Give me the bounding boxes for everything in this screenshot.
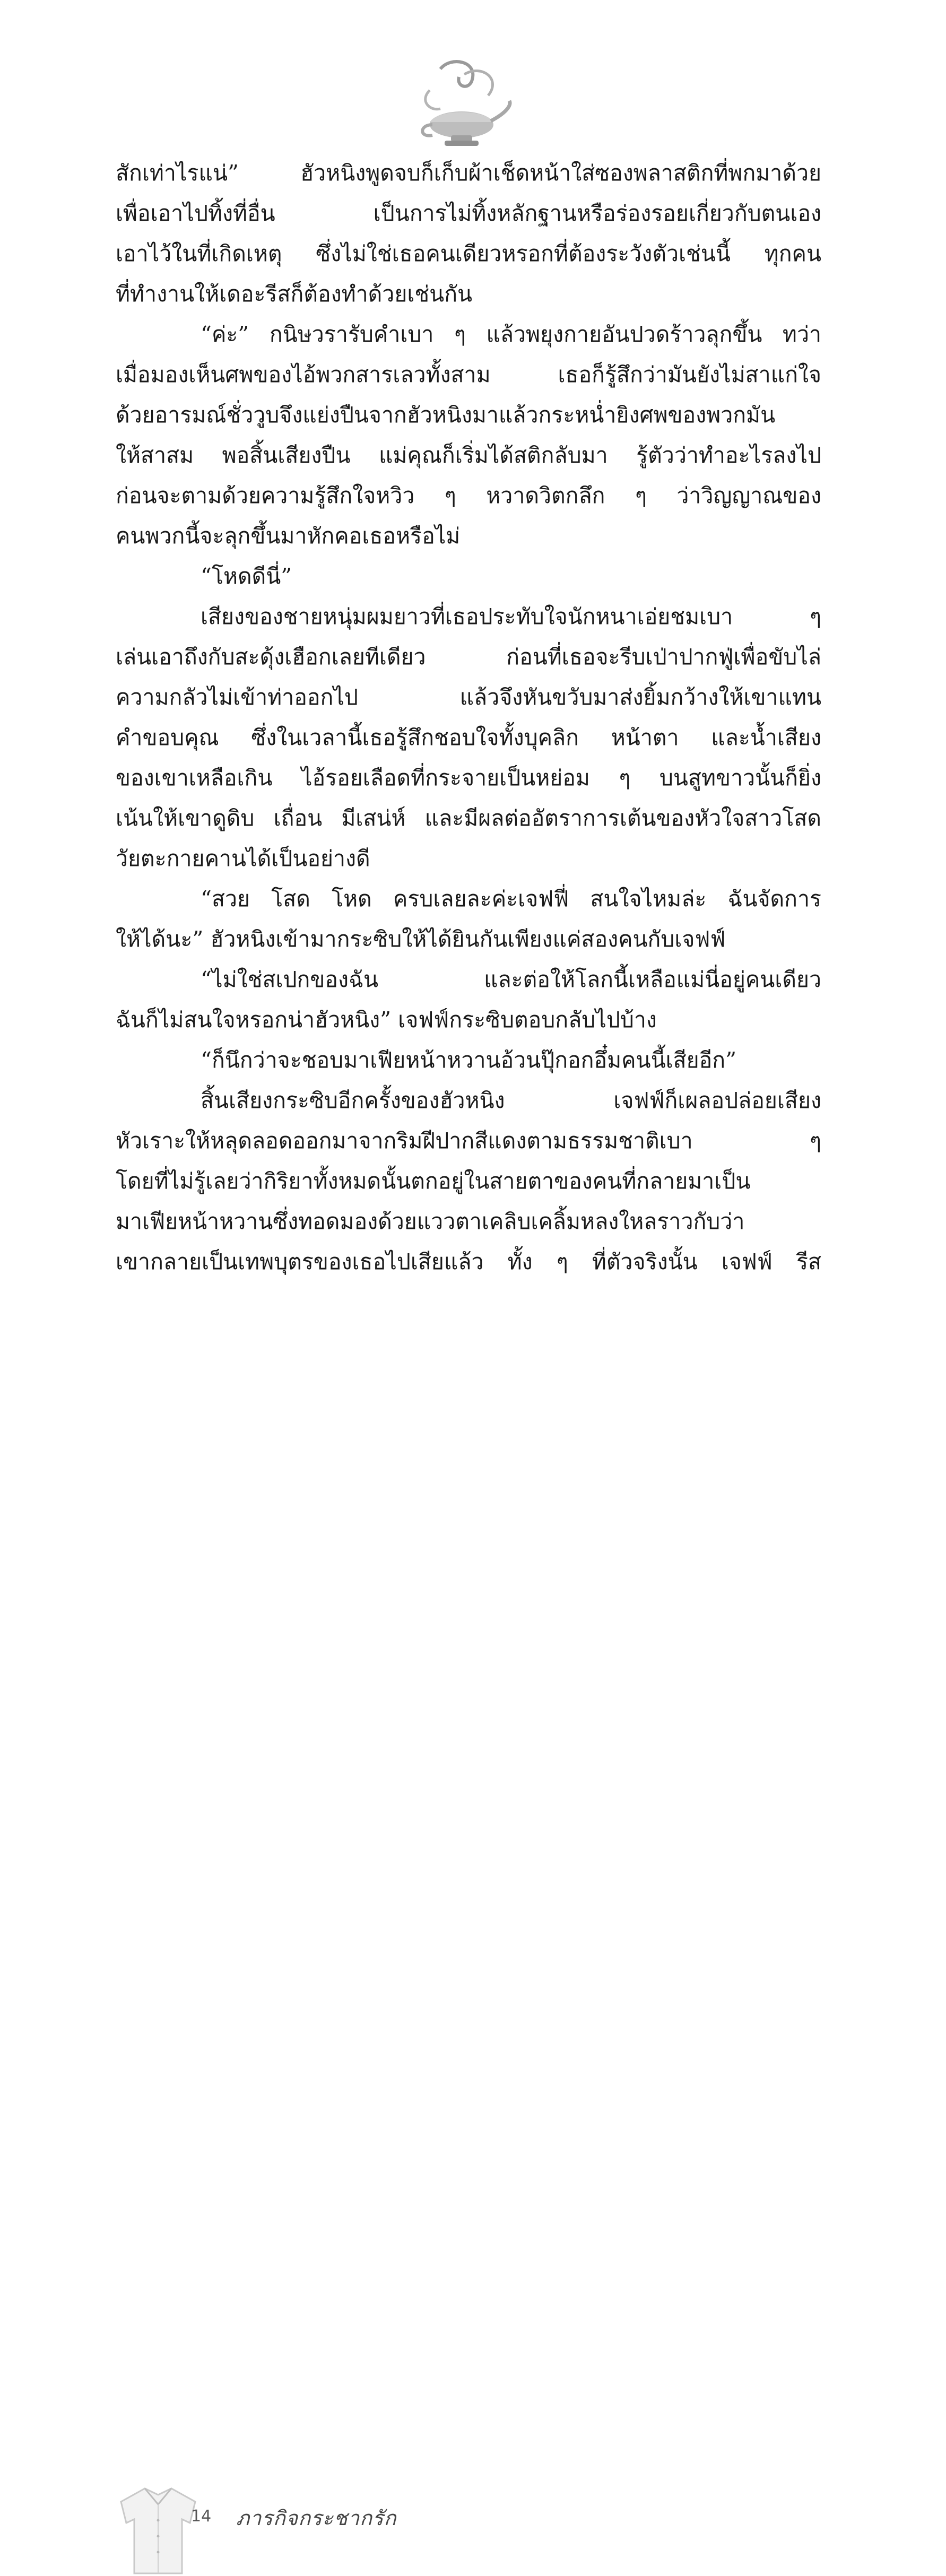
text-line: ฉันก็ไม่สนใจหรอกน่าฮัวหนิง” เจฟฟ์กระซิบตอบกลับไปบ้าง (116, 1007, 657, 1033)
paragraph (116, 556, 821, 596)
text-line: “ก็นึกว่าจะชอบมาเฟียหน้าหวานอ้วนปุ๊กอกอึ๋มคนนี้เสียอีก” (201, 1047, 737, 1073)
text-line: ที่ทำงานให้เดอะรีสก็ต้องทำด้วยเช่นกัน (116, 281, 473, 307)
text-line: “สวย โสด โหด ครบเลยละค่ะเจฟฟี่ สนใจไหมล่ะ ฉันจัดการ (201, 886, 821, 912)
text-line: ความกลัวไม่เข้าท่าออกไป แล้วจึงหันขวับมาส่งยิ้มกว้างให้เขาแทน (116, 684, 821, 710)
book-title: ภารกิจกระชากรัก (236, 2506, 397, 2530)
text-line: วัยตะกายคานได้เป็นอย่างดี (116, 846, 370, 871)
text-line: เขากลายเป็นเทพบุตรของเธอไปเสียแล้ว ทั้ง ๆ ที่ตัวจริงนั้น เจฟฟ์ รีส (116, 1249, 821, 1274)
text-line: “ค่ะ” กนิษวรารับคำเบา ๆ แล้วพยุงกายอันปวดร้าวลุกขึ้น ทว่า (201, 322, 821, 347)
text-line: ให้ได้นะ” ฮัวหนิงเข้ามากระซิบให้ได้ยินกันเพียงแค่สองคนกับเจฟฟ์ (116, 926, 726, 952)
text-line: เสียงของชายหนุ่มผมยาวที่เธอประทับใจนักหนาเอ่ยชมเบา ๆ (201, 604, 821, 629)
text-line: ก่อนจะตามด้วยความรู้สึกใจหวิว ๆ หวาดวิตกลึก ๆ ว่าวิญญาณของ (116, 483, 821, 508)
text-line: เล่นเอาถึงกับสะดุ้งเฮือกเลยทีเดียว ก่อนที่เธอจะรีบเป่าปากฟู่เพื่อขับไล่ (116, 644, 821, 670)
text-line: “โหดดีนี่” (201, 563, 292, 589)
shirt-icon (116, 2483, 201, 2576)
paragraph (116, 314, 821, 556)
paragraph (116, 1040, 821, 1080)
body-text (116, 153, 821, 1282)
lamp-ornament-icon (409, 58, 515, 154)
text-line: หัวเราะให้หลุดลอดออกมาจากริมฝีปากสีแดงตามธรรมชาติเบา ๆ (116, 1128, 821, 1153)
text-line: ด้วยอารมณ์ชั่ววูบจึงแย่งปืนจากฮัวหนิงมาแล้วกระหน่ำยิงศพของพวกมัน (116, 402, 776, 428)
text-line: เพื่อเอาไปทิ้งที่อื่น เป็นการไม่ทิ้งหลักฐานหรือร่องรอยเกี่ยวกับตนเอง (116, 201, 821, 226)
page-number: 14 (191, 2507, 212, 2526)
text-line: ให้สาสม พอสิ้นเสียงปืน แม่คุณก็เริ่มได้สติกลับมา รู้ตัวว่าทำอะไรลงไป (116, 443, 821, 468)
paragraph (116, 879, 821, 959)
text-line: เอาไว้ในที่เกิดเหตุ ซึ่งไม่ใช่เธอคนเดียวหรอกที่ต้องระวังตัวเช่นนี้ ทุกคน (116, 241, 821, 266)
page-footer (0, 1242, 946, 2530)
paragraph (116, 596, 821, 879)
text-line: คำขอบคุณ ซึ่งในเวลานี้เธอรู้สึกชอบใจทั้งบุคลิก หน้าตา และน้ำเสียง (116, 725, 821, 750)
text-line: เมื่อมองเห็นศพของไอ้พวกสารเลวทั้งสาม เธอก็รู้สึกว่ามันยังไม่สาแก่ใจ (116, 362, 821, 387)
paragraph (116, 959, 821, 1040)
text-line: สักเท่าไรแน่” ฮัวหนิงพูดจบก็เก็บผ้าเช็ดหน้าใส่ซองพลาสติกที่พกมาด้วย (116, 160, 821, 186)
text-line: โดยที่ไม่รู้เลยว่ากิริยาทั้งหมดนั้นตกอยู่ในสายตาของคนที่กลายมาเป็น (116, 1168, 751, 1194)
text-line: มาเฟียหน้าหวานซึ่งทอดมองด้วยแววตาเคลิบเคลิ้มหลงใหลราวกับว่า (116, 1209, 745, 1234)
text-line: คนพวกนี้จะลุกขึ้นมาหักคอเธอหรือไม่ (116, 523, 461, 549)
text-line: สิ้นเสียงกระซิบอีกครั้งของฮัวหนิง เจฟฟ์ก็เผลอปล่อยเสียง (201, 1088, 821, 1113)
paragraph (116, 153, 821, 314)
text-line: เน้นให้เขาดูดิบ เถื่อน มีเสน่ห์ และมีผลต่ออัตราการเต้นของหัวใจสาวโสด (116, 805, 821, 831)
text-line: ของเขาเหลือเกิน ไอ้รอยเลือดที่กระจายเป็นหย่อม ๆ บนสูทขาวนั้นก็ยิ่ง (116, 765, 821, 791)
text-line: “ไม่ใช่สเปกของฉัน และต่อให้โลกนี้เหลือแม่นี่อยู่คนเดียว (201, 967, 821, 992)
